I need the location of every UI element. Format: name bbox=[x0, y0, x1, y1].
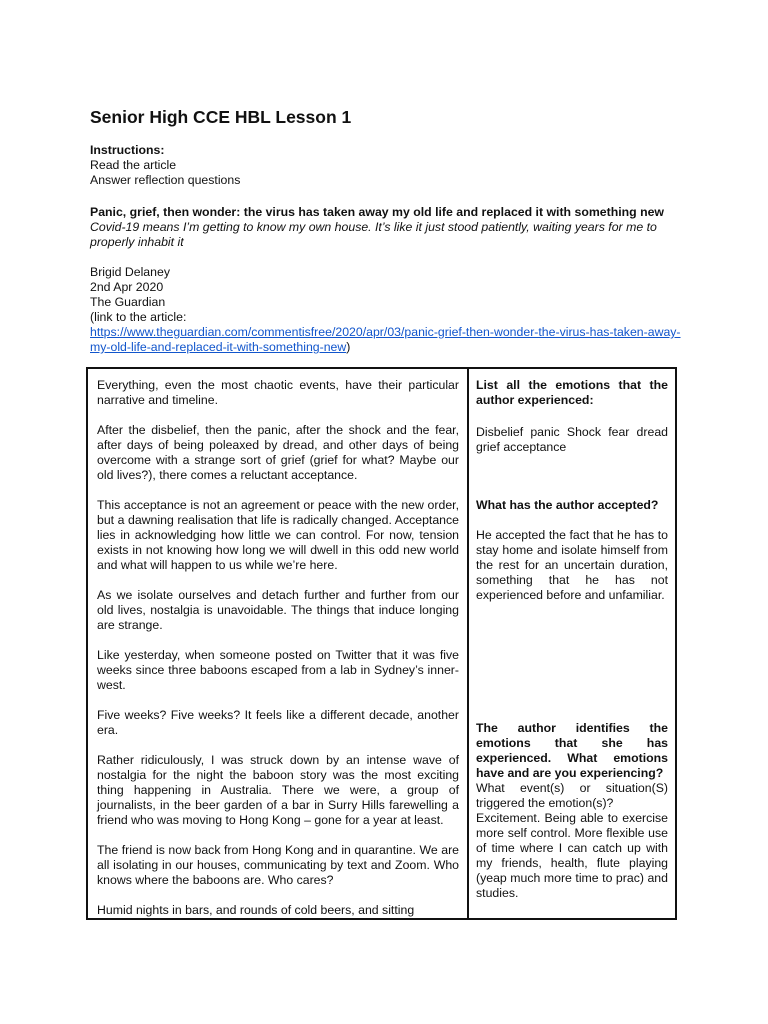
article-paragraph: The friend is now back from Hong Kong and in quarantine. We are all isolating in our houses, communicating by text and Zoom. Who knows where the baboons are. Who cares? bbox=[97, 843, 459, 887]
article-paragraph: Five weeks? Five weeks? It feels like a different decade, another era. bbox=[97, 708, 459, 737]
article-paragraph: Rather ridiculously, I was struck down by an intense wave of nostalgia for the night the baboon story was the most exciting thing happening in Australia. There we were, a group of journalists, in the beer garden of a bar in Surry Hills farewelling a friend who was moving to Hong Kong – gone for a year at least. bbox=[97, 753, 459, 827]
answer-own-emotions: Excitement. Being able to exercise more self control. More flexible use of time where I can catch up with my friends, health, flute playing (yeap much more time to prac) and studies. bbox=[476, 811, 668, 900]
article-paragraph: After the disbelief, then the panic, after the shock and the fear, after days of being poleaxed by dread, and other days of being overcome with a strange sort of grief (grief for what? Maybe our old lives?), there comes a reluctant acceptance. bbox=[97, 423, 459, 482]
article-paragraph: Humid nights in bars, and rounds of cold beers, and sitting bbox=[97, 903, 415, 917]
question-own-emotions-block bbox=[476, 721, 668, 901]
article-link-line bbox=[90, 325, 690, 355]
article-paragraph: This acceptance is not an agreement or peace with the new order, but a dawning realisation that life is radically changed. Acceptance lies in acknowledging how little we can control. For now, tension exists in not knowing how long we will dwell in this odd new world and what will happen to us while we’re here. bbox=[97, 498, 459, 572]
instructions bbox=[90, 143, 240, 188]
article-author: Brigid Delaney bbox=[90, 265, 170, 279]
instructions-label: Instructions: bbox=[90, 143, 165, 157]
questions-column bbox=[469, 369, 675, 918]
article-paragraph: As we isolate ourselves and detach further and further from our old lives, nostalgia is unavoidable. The things that induce longing are strange. bbox=[97, 588, 459, 632]
article-paragraph: Everything, even the most chaotic events, have their particular narrative and timeline. bbox=[97, 378, 459, 407]
answer-accepted: He accepted the fact that he has to stay home and isolate himself from the rest for an uncertain duration, something that he has not experienced before and unfamiliar. bbox=[476, 528, 668, 602]
article-paragraph: Like yesterday, when someone posted on Twitter that it was five weeks since three baboons escaped from a lab in Sydney’s inner-west. bbox=[97, 648, 459, 692]
instruction-item: Read the article bbox=[90, 158, 177, 172]
link-label: (link to the article: bbox=[90, 310, 187, 324]
article-text-column bbox=[88, 369, 469, 918]
question-triggers: What event(s) or situation(S) triggered the emotion(s)? bbox=[476, 781, 668, 810]
page-title: Senior High CCE HBL Lesson 1 bbox=[90, 107, 352, 127]
article-title: Panic, grief, then wonder: the virus has taken away my old life and replaced it with something new bbox=[90, 205, 664, 219]
article-subtitle: Covid-19 means I’m getting to know my own house. It’s like it just stood patiently, waiting years for me to properly inhabit it bbox=[90, 220, 657, 249]
article-publication: The Guardian bbox=[90, 295, 166, 309]
question-emotions: List all the emotions that the author experienced: bbox=[476, 378, 668, 407]
article-meta bbox=[90, 265, 690, 355]
answer-emotions: Disbelief panic Shock fear dread grief acceptance bbox=[476, 425, 668, 454]
article-link[interactable]: https://www.theguardian.com/commentisfree/2020/apr/03/panic-grief-then-wonder-the-virus-has-taken-away-my-old-life-and-replaced-it-with-something-new bbox=[90, 325, 681, 354]
article-date: 2nd Apr 2020 bbox=[90, 280, 164, 294]
link-close: ) bbox=[346, 340, 351, 354]
reflection-table bbox=[86, 367, 677, 920]
instruction-item: Answer reflection questions bbox=[90, 173, 241, 187]
question-own-emotions: The author identifies the emotions that she has experienced. What emotions have and are you experiencing? bbox=[476, 721, 668, 780]
question-accepted: What has the author accepted? bbox=[476, 498, 659, 512]
article-header bbox=[90, 205, 690, 250]
